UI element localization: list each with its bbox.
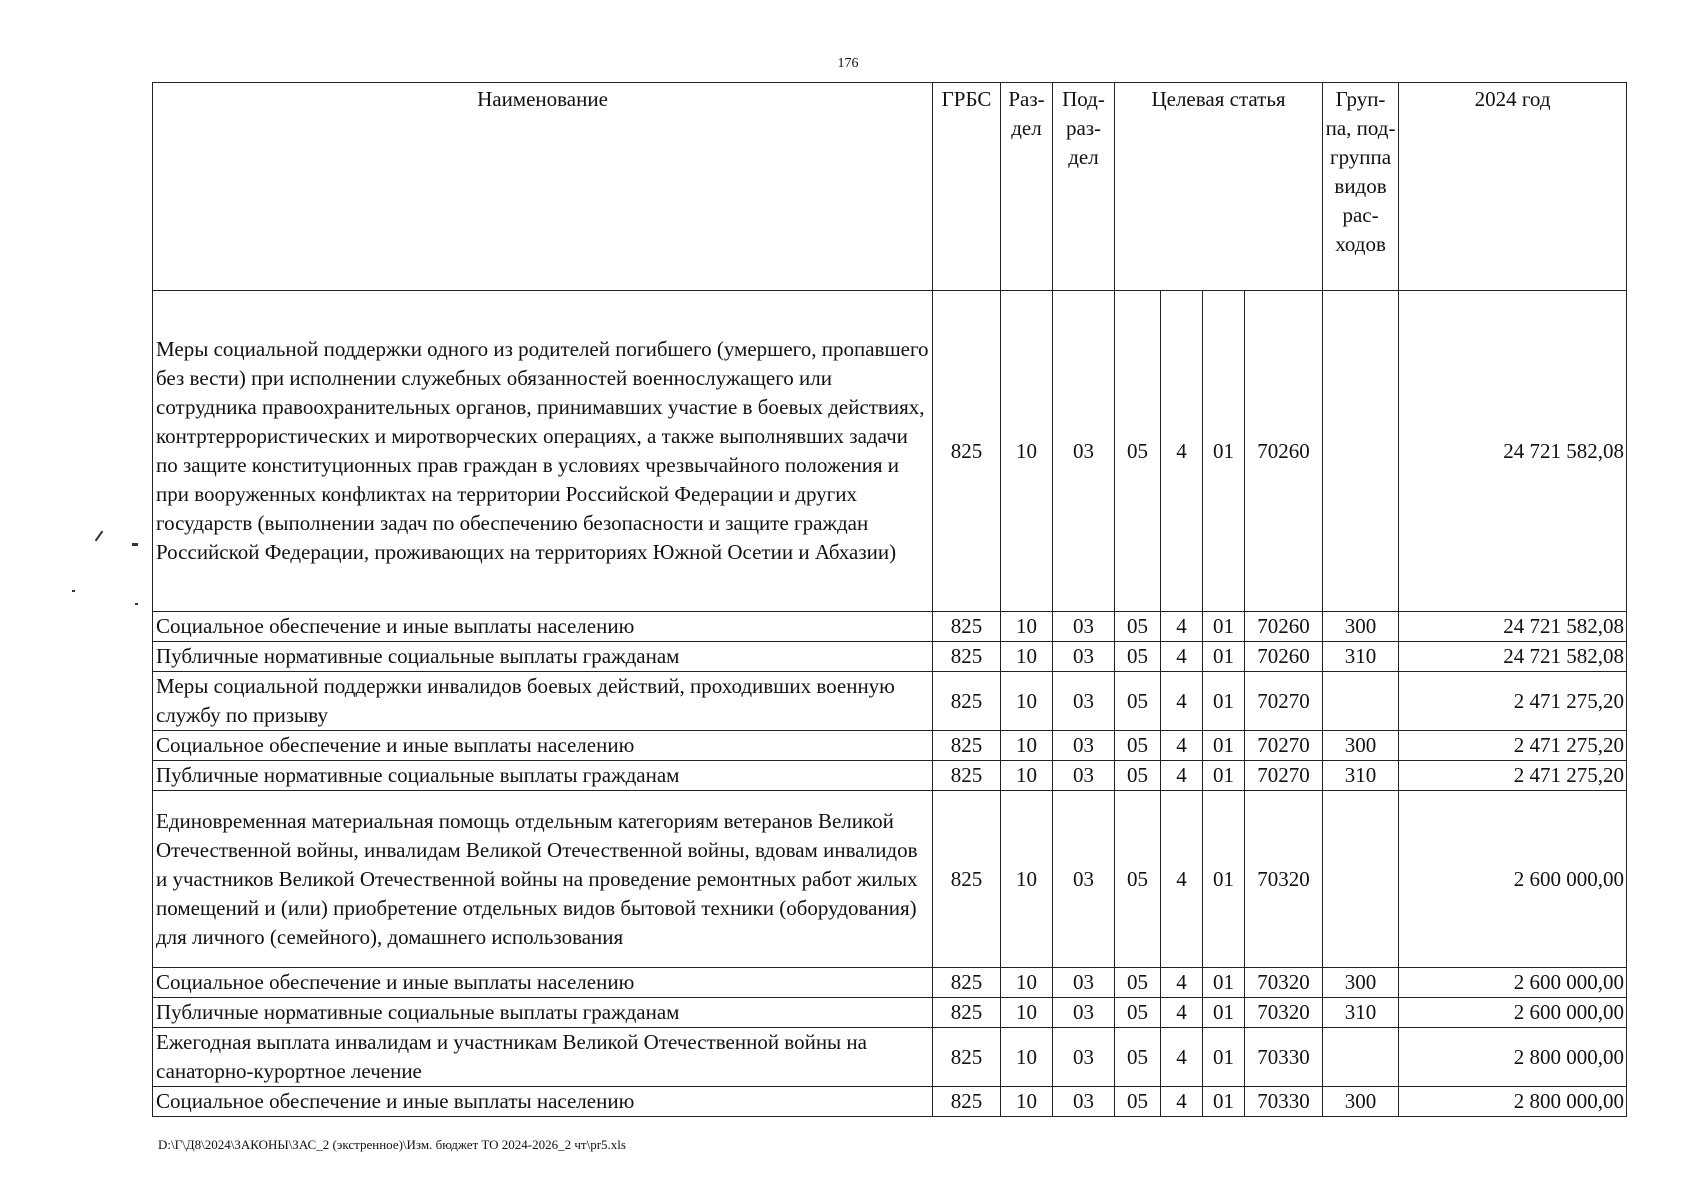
cell-t4: 70320 bbox=[1245, 998, 1323, 1028]
cell-t2: 4 bbox=[1161, 672, 1203, 731]
cell-razdel: 10 bbox=[1001, 1087, 1053, 1117]
cell-t1: 05 bbox=[1115, 998, 1161, 1028]
cell-group bbox=[1323, 291, 1399, 612]
cell-t2: 4 bbox=[1161, 1087, 1203, 1117]
cell-grbs: 825 bbox=[933, 998, 1001, 1028]
cell-t1: 05 bbox=[1115, 968, 1161, 998]
cell-grbs: 825 bbox=[933, 1028, 1001, 1087]
table-row bbox=[153, 1028, 1627, 1087]
cell-t2: 4 bbox=[1161, 731, 1203, 761]
cell-t3: 01 bbox=[1203, 791, 1245, 968]
cell-name: Публичные нормативные социальные выплаты гражданам bbox=[153, 642, 933, 672]
cell-amount: 2 600 000,00 bbox=[1399, 998, 1627, 1028]
cell-amount: 2 600 000,00 bbox=[1399, 968, 1627, 998]
cell-name: Публичные нормативные социальные выплаты гражданам bbox=[153, 998, 933, 1028]
cell-group: 300 bbox=[1323, 968, 1399, 998]
cell-podrazdel: 03 bbox=[1053, 1028, 1115, 1087]
cell-group bbox=[1323, 672, 1399, 731]
cell-razdel: 10 bbox=[1001, 731, 1053, 761]
cell-t1: 05 bbox=[1115, 1087, 1161, 1117]
cell-t3: 01 bbox=[1203, 998, 1245, 1028]
cell-razdel: 10 bbox=[1001, 998, 1053, 1028]
table-row bbox=[153, 672, 1627, 731]
table-row bbox=[153, 998, 1627, 1028]
cell-t1: 05 bbox=[1115, 1028, 1161, 1087]
cell-razdel: 10 bbox=[1001, 761, 1053, 791]
scan-mark bbox=[72, 590, 75, 592]
header-name: Наименование bbox=[153, 83, 933, 291]
cell-t2: 4 bbox=[1161, 291, 1203, 612]
cell-t2: 4 bbox=[1161, 1028, 1203, 1087]
table-row bbox=[153, 1087, 1627, 1117]
table-row bbox=[153, 791, 1627, 968]
cell-t1: 05 bbox=[1115, 612, 1161, 642]
cell-amount: 24 721 582,08 bbox=[1399, 612, 1627, 642]
cell-amount: 24 721 582,08 bbox=[1399, 291, 1627, 612]
cell-t2: 4 bbox=[1161, 968, 1203, 998]
cell-group: 310 bbox=[1323, 642, 1399, 672]
cell-t1: 05 bbox=[1115, 642, 1161, 672]
cell-amount: 2 471 275,20 bbox=[1399, 731, 1627, 761]
cell-t4: 70330 bbox=[1245, 1087, 1323, 1117]
cell-t3: 01 bbox=[1203, 1087, 1245, 1117]
cell-amount: 24 721 582,08 bbox=[1399, 642, 1627, 672]
cell-t2: 4 bbox=[1161, 791, 1203, 968]
cell-grbs: 825 bbox=[933, 672, 1001, 731]
cell-grbs: 825 bbox=[933, 642, 1001, 672]
cell-podrazdel: 03 bbox=[1053, 1087, 1115, 1117]
cell-grbs: 825 bbox=[933, 761, 1001, 791]
cell-grbs: 825 bbox=[933, 968, 1001, 998]
table-body bbox=[153, 291, 1627, 1117]
cell-podrazdel: 03 bbox=[1053, 672, 1115, 731]
cell-amount: 2 471 275,20 bbox=[1399, 761, 1627, 791]
header-podrazdel: Под- раз- дел bbox=[1053, 83, 1115, 291]
cell-podrazdel: 03 bbox=[1053, 731, 1115, 761]
cell-t2: 4 bbox=[1161, 761, 1203, 791]
header-grbs: ГРБС bbox=[933, 83, 1001, 291]
table-row bbox=[153, 642, 1627, 672]
cell-group: 310 bbox=[1323, 761, 1399, 791]
header-group: Груп- па, под- группа видов рас- ходов bbox=[1323, 83, 1399, 291]
cell-t3: 01 bbox=[1203, 672, 1245, 731]
cell-grbs: 825 bbox=[933, 612, 1001, 642]
budget-table bbox=[152, 82, 1627, 1117]
cell-razdel: 10 bbox=[1001, 642, 1053, 672]
cell-t3: 01 bbox=[1203, 1028, 1245, 1087]
cell-t3: 01 bbox=[1203, 291, 1245, 612]
cell-podrazdel: 03 bbox=[1053, 761, 1115, 791]
cell-t4: 70260 bbox=[1245, 291, 1323, 612]
table-row bbox=[153, 291, 1627, 612]
cell-name: Единовременная материальная помощь отдельным категориям ветеранов Великой Отечественной войны, инвалидам Великой Отечественной войны, вдовам инвалидов и участников Великой Отечественной войны на проведение ремонтных работ жилых помещений и (или) приобретение отдельных видов бытовой техники (оборудования) для личного (семейного), домашнего использования bbox=[153, 791, 933, 968]
cell-amount: 2 800 000,00 bbox=[1399, 1028, 1627, 1087]
cell-grbs: 825 bbox=[933, 791, 1001, 968]
cell-grbs: 825 bbox=[933, 1087, 1001, 1117]
cell-t3: 01 bbox=[1203, 968, 1245, 998]
cell-podrazdel: 03 bbox=[1053, 791, 1115, 968]
cell-t4: 70260 bbox=[1245, 612, 1323, 642]
cell-t1: 05 bbox=[1115, 672, 1161, 731]
cell-group: 300 bbox=[1323, 731, 1399, 761]
cell-amount: 2 600 000,00 bbox=[1399, 791, 1627, 968]
table-row bbox=[153, 761, 1627, 791]
cell-t1: 05 bbox=[1115, 791, 1161, 968]
cell-razdel: 10 bbox=[1001, 791, 1053, 968]
table-header-row bbox=[153, 83, 1627, 291]
cell-podrazdel: 03 bbox=[1053, 642, 1115, 672]
cell-amount: 2 471 275,20 bbox=[1399, 672, 1627, 731]
cell-podrazdel: 03 bbox=[1053, 998, 1115, 1028]
cell-t4: 70270 bbox=[1245, 761, 1323, 791]
cell-podrazdel: 03 bbox=[1053, 291, 1115, 612]
cell-name: Социальное обеспечение и иные выплаты населению bbox=[153, 968, 933, 998]
header-razdel: Раз- дел bbox=[1001, 83, 1053, 291]
table-row bbox=[153, 968, 1627, 998]
cell-podrazdel: 03 bbox=[1053, 612, 1115, 642]
cell-t4: 70320 bbox=[1245, 968, 1323, 998]
scan-mark bbox=[135, 603, 138, 605]
cell-t4: 70320 bbox=[1245, 791, 1323, 968]
cell-t1: 05 bbox=[1115, 761, 1161, 791]
header-target: Целевая статья bbox=[1115, 83, 1323, 291]
cell-grbs: 825 bbox=[933, 731, 1001, 761]
cell-group: 300 bbox=[1323, 612, 1399, 642]
cell-t4: 70260 bbox=[1245, 642, 1323, 672]
cell-t3: 01 bbox=[1203, 731, 1245, 761]
cell-t1: 05 bbox=[1115, 731, 1161, 761]
cell-t4: 70270 bbox=[1245, 731, 1323, 761]
cell-name: Меры социальной поддержки одного из родителей погибшего (умершего, пропавшего без вести) при исполнении служебных обязанностей военнослужащего или сотрудника правоохранительных органов, принимавших участие в боевых действиях, контртеррористических и миротворческих операциях, а также выполнявших задачи по защите конституционных прав граждан в условиях чрезвычайного положения и при вооруженных конфликтах на территории Российской Федерации и других государств (выполнении задач по обеспечению безопасности и защите граждан Российской Федерации, проживающих на территориях Южной Осетии и Абхазии) bbox=[153, 291, 933, 612]
cell-t4: 70330 bbox=[1245, 1028, 1323, 1087]
footer-file-path: D:\Г\Д8\2024\ЗАКОНЫ\ЗАС_2 (экстренное)\Изм. бюджет ТО 2024-2026_2 чт\pr5.xls bbox=[158, 1137, 626, 1152]
cell-t4: 70270 bbox=[1245, 672, 1323, 731]
cell-group: 310 bbox=[1323, 998, 1399, 1028]
cell-group bbox=[1323, 791, 1399, 968]
header-year: 2024 год bbox=[1399, 83, 1627, 291]
cell-t3: 01 bbox=[1203, 612, 1245, 642]
cell-name: Социальное обеспечение и иные выплаты населению bbox=[153, 1087, 933, 1117]
scan-mark bbox=[132, 543, 138, 546]
cell-group bbox=[1323, 1028, 1399, 1087]
cell-razdel: 10 bbox=[1001, 968, 1053, 998]
cell-t2: 4 bbox=[1161, 642, 1203, 672]
cell-razdel: 10 bbox=[1001, 291, 1053, 612]
cell-t3: 01 bbox=[1203, 642, 1245, 672]
cell-razdel: 10 bbox=[1001, 672, 1053, 731]
cell-name: Социальное обеспечение и иные выплаты населению bbox=[153, 731, 933, 761]
cell-t2: 4 bbox=[1161, 998, 1203, 1028]
cell-name: Ежегодная выплата инвалидам и участникам Великой Отечественной войны на санаторно-курортное лечение bbox=[153, 1028, 933, 1087]
cell-t1: 05 bbox=[1115, 291, 1161, 612]
table-row bbox=[153, 612, 1627, 642]
cell-grbs: 825 bbox=[933, 291, 1001, 612]
cell-razdel: 10 bbox=[1001, 612, 1053, 642]
cell-name: Публичные нормативные социальные выплаты гражданам bbox=[153, 761, 933, 791]
cell-group: 300 bbox=[1323, 1087, 1399, 1117]
cell-t3: 01 bbox=[1203, 761, 1245, 791]
table-row bbox=[153, 731, 1627, 761]
cell-podrazdel: 03 bbox=[1053, 968, 1115, 998]
page-number: 176 bbox=[837, 56, 859, 71]
cell-name: Социальное обеспечение и иные выплаты населению bbox=[153, 612, 933, 642]
scan-mark bbox=[95, 531, 104, 542]
cell-name: Меры социальной поддержки инвалидов боевых действий, проходивших военную службу по призыву bbox=[153, 672, 933, 731]
cell-t2: 4 bbox=[1161, 612, 1203, 642]
cell-razdel: 10 bbox=[1001, 1028, 1053, 1087]
cell-amount: 2 800 000,00 bbox=[1399, 1087, 1627, 1117]
